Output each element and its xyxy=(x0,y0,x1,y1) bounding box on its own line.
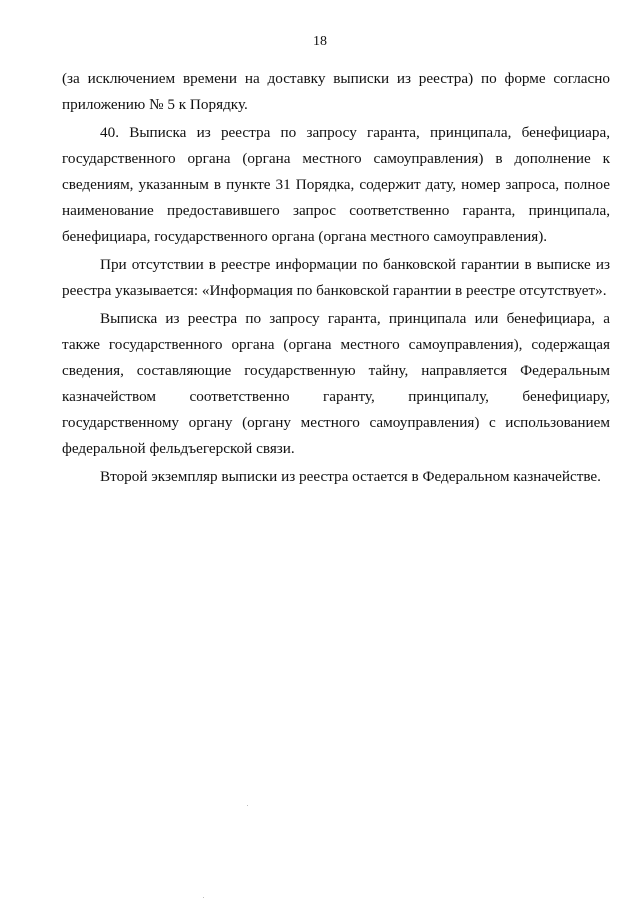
paragraph-item-40: 40. Выписка из реестра по запросу гаранта, принципала, бенефициара, государственного органа (органа местного самоуправления) в дополнение к сведениям, указанным в пункте 31 Порядка, содержит дату, номер запроса, полное наименование предоставившего запрос соответственно гаранта, принципала, бенефициара, государственного органа (органа местного самоуправления). xyxy=(62,124,610,245)
page-number: 18 xyxy=(313,34,327,49)
paragraph-continuation: (за исключением времени на доставку выписки из реестра) по форме согласно приложению № 5 к Порядку. xyxy=(62,70,610,113)
scan-speck xyxy=(203,897,204,898)
scan-speck xyxy=(247,805,248,806)
paragraph-state-secret: Выписка из реестра по запросу гаранта, принципала или бенефициара, а также государственного органа (органа местного самоуправления), содержащая сведения, составляющие государственную тайну, направляется Федеральным казначейством соответственно гаранту, принципалу, бенефициару, государственному органу (органу местного самоуправления) с использованием федеральной фельдъегерской связи. xyxy=(62,310,610,457)
paragraph-no-info: При отсутствии в реестре информации по банковской гарантии в выписке из реестра указывается: «Информация по банковской гарантии в реестре отсутствует». xyxy=(62,256,610,299)
document-body xyxy=(62,66,610,490)
paragraph-second-copy: Второй экземпляр выписки из реестра остается в Федеральном казначействе. xyxy=(100,468,601,485)
